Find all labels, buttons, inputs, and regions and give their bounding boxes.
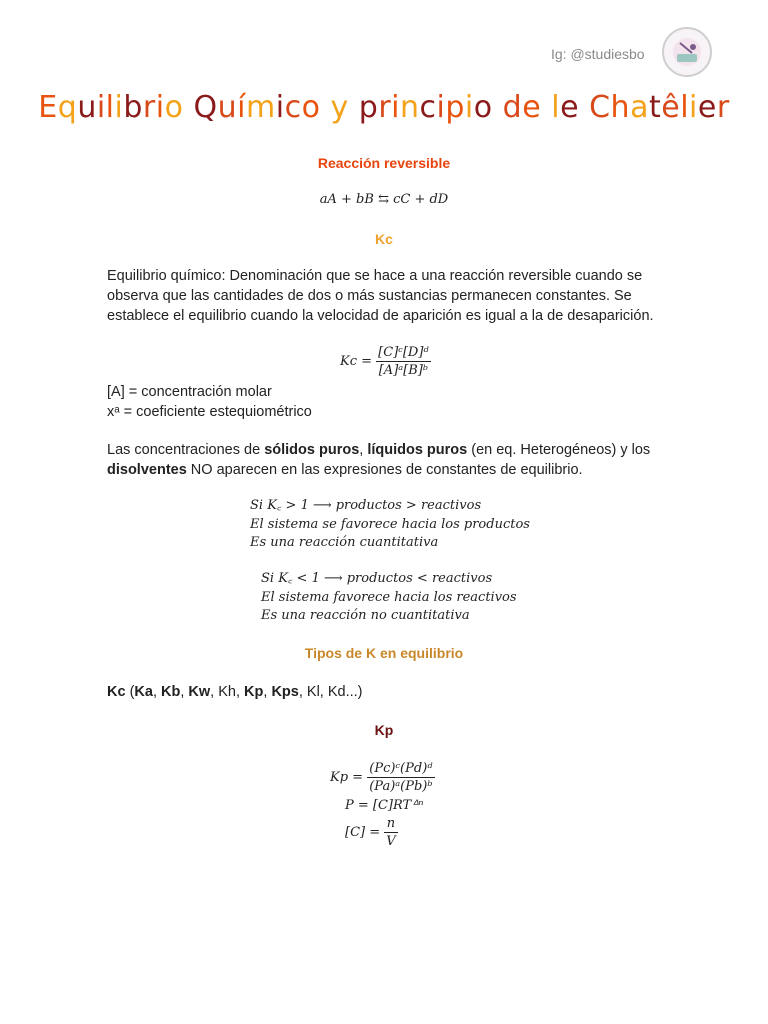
title-letter: n [400, 90, 420, 125]
kp-formula [330, 760, 435, 795]
title-letter: m [245, 90, 276, 125]
title-letter: i [436, 90, 446, 125]
case-greater-line: Es una reacción cuantitativa [250, 535, 439, 550]
title-letter: a [630, 90, 649, 125]
title-letter: p [358, 90, 379, 125]
kp-lhs: Kp = [330, 770, 364, 785]
title-letter: u [217, 90, 238, 125]
c-denominator: V [386, 834, 396, 849]
pressure-formula: P = [C]RTᐞⁿ [345, 798, 424, 813]
concentrations-paragraph: Las concentraciones de sólidos puros, líquidos puros (en eq. Heterogéneos) y los disolventes NO aparecen en las expresiones de constantes de equilibrio. [107, 442, 651, 478]
kc-heading: Kc [375, 231, 393, 247]
title-letter [320, 90, 330, 125]
title-letter: t [648, 90, 662, 125]
title-letter: i [464, 90, 474, 125]
title-letter: r [378, 90, 392, 125]
reaction-equation: aA + bB ⇆ cC + dD [319, 192, 449, 207]
title-letter: b [123, 90, 143, 125]
case-less-line: Es una reacción no cuantitativa [261, 608, 470, 623]
title-letter: e [697, 90, 717, 125]
title-letter: d [502, 90, 523, 125]
title-letter: C [589, 90, 611, 125]
title-letter: r [142, 90, 156, 125]
solvents-term: disolventes [107, 462, 187, 478]
title-letter: h [610, 90, 631, 125]
title-letter: i [96, 90, 106, 125]
title-letter [183, 90, 193, 125]
types-line: Kc (Ka, Kb, Kw, Kh, Kp, Kps, Kl, Kd...) [107, 684, 363, 700]
kp-numerator: (Pc)ᶜ(Pd)ᵈ [367, 760, 434, 778]
liquids-term: líquidos puros [367, 442, 468, 458]
kp-heading: Kp [374, 722, 394, 738]
reversible-heading: Reacción reversible [317, 155, 451, 171]
title-letter: i [391, 90, 401, 125]
title-letter: e [522, 90, 542, 125]
title-letter: r [716, 90, 730, 125]
kc-lhs: Kc = [340, 354, 373, 369]
legend-coefficient: xᵃ = coeficiente estequiométrico [107, 404, 312, 420]
title-letter: o [164, 90, 184, 125]
legend-molar: [A] = concentración molar [107, 384, 272, 400]
title-letter: i [275, 90, 285, 125]
title-letter: q [57, 90, 78, 125]
case-greater-line: Si K꜀ > 1 ⟶ productos > reactivos [250, 498, 482, 513]
page-title [0, 90, 768, 125]
case-less-line: Si K꜀ < 1 ⟶ productos < reactivos [261, 571, 493, 586]
title-letter: c [284, 90, 302, 125]
title-letter: p [445, 90, 465, 125]
kp-denominator: (Pa)ᵃ(Pb)ᵇ [369, 779, 433, 794]
title-letter: c [419, 90, 437, 125]
kc-numerator: [C]ᶜ[D]ᵈ [378, 345, 429, 360]
types-heading: Tipos de K en equilibrio [304, 645, 464, 661]
title-letter: i [114, 90, 124, 125]
title-letter: Q [193, 90, 218, 125]
solids-term: sólidos puros [264, 442, 360, 458]
title-letter [579, 90, 589, 125]
instagram-handle: Ig: @studiesbo [551, 46, 645, 62]
title-letter: o [301, 90, 321, 125]
title-letter: y [330, 90, 349, 125]
title-letter: l [105, 90, 115, 125]
logo-icon [662, 27, 712, 77]
title-letter: i [155, 90, 165, 125]
title-letter: e [560, 90, 580, 125]
title-letter: E [38, 90, 58, 125]
concentration-formula [345, 815, 398, 850]
case-less-line: El sistema favorece hacia los reactivos [261, 589, 517, 605]
case-greater-line: El sistema se favorece hacia los productos [250, 516, 530, 532]
title-letter: o [473, 90, 493, 125]
title-letter: l [680, 90, 690, 125]
definition-paragraph: Equilibrio químico: Denominación que se hace a una reacción reversible cuando se observa que las cantidades de dos o más sustancias permanecen constantes. Se establece el equilibrio cuando la velocidad de aparición es igual a la de desaparición. [107, 268, 654, 324]
title-letter: ê [661, 90, 681, 125]
title-letter: í [237, 90, 246, 125]
case-less-block [261, 570, 517, 626]
case-greater-block [250, 497, 530, 553]
kc-formula [340, 344, 431, 379]
title-letter [349, 90, 359, 125]
c-numerator: n [384, 815, 397, 833]
title-letter [541, 90, 551, 125]
title-letter: i [689, 90, 698, 125]
kc-denominator: [A]ᵃ[B]ᵇ [378, 363, 429, 378]
title-letter: l [551, 90, 561, 125]
title-letter: u [77, 90, 97, 125]
title-letter [493, 90, 503, 125]
c-lhs: [C] = [345, 825, 381, 840]
